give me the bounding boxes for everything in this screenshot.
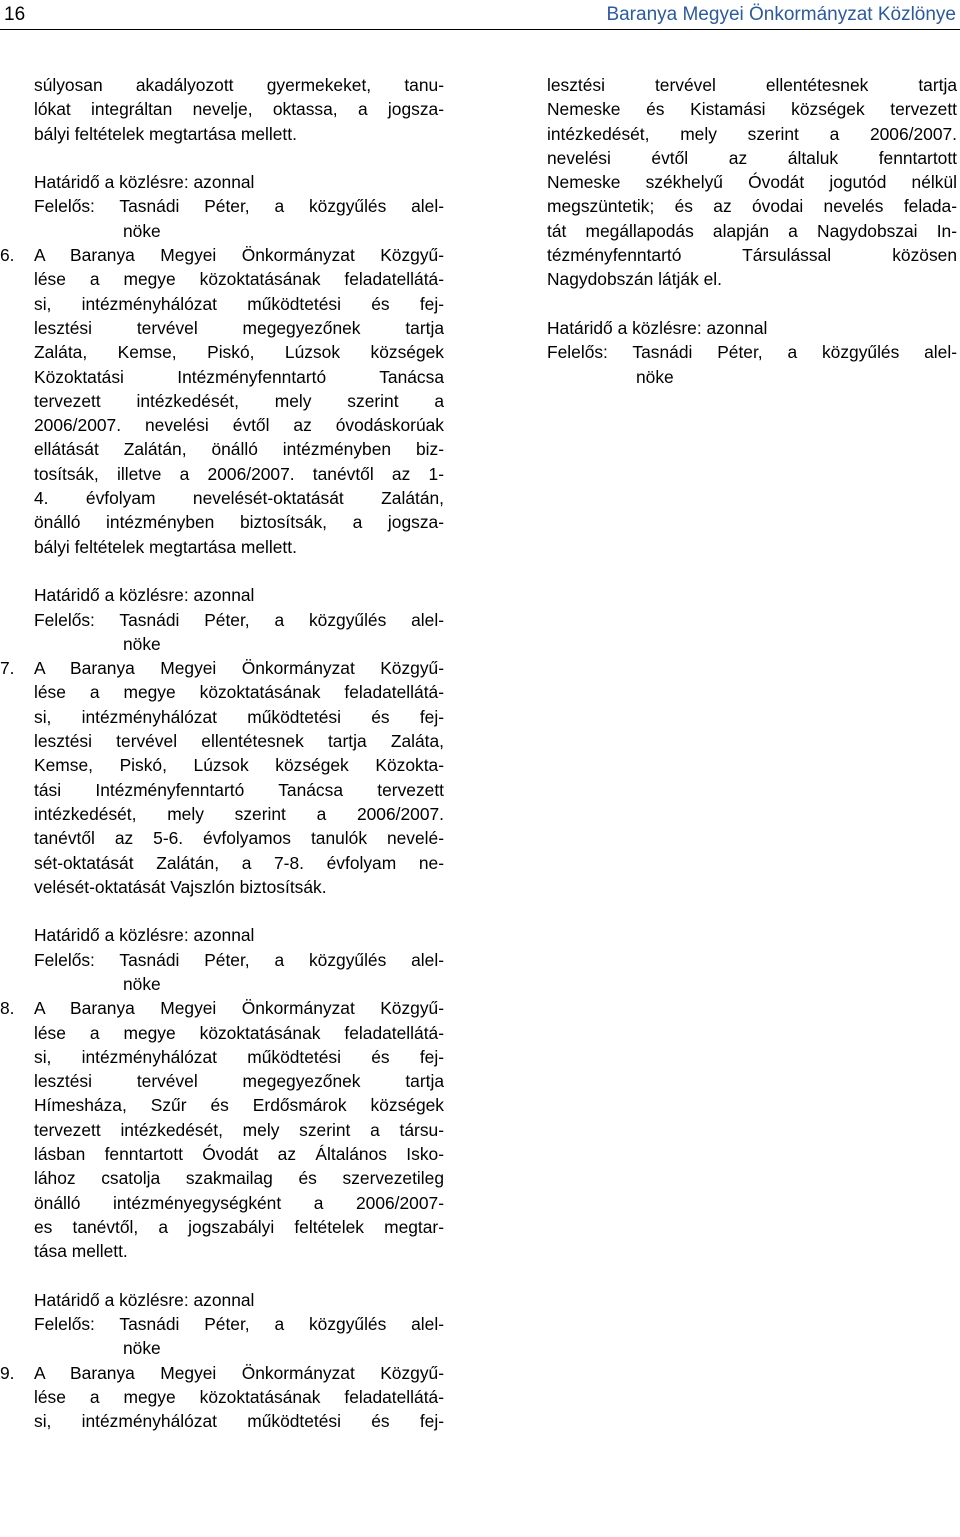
text-line: tanévtől az 5-6. évfolyamos tanulók nevelé- [34, 828, 444, 849]
text-line: A Baranya Megyei Önkormányzat Közgyű- [34, 998, 444, 1019]
text-line: sét-oktatását Zalátán, a 7-8. évfolyam ne- [34, 852, 444, 873]
responsible-line-cont: nöke [123, 973, 161, 994]
page-header [0, 0, 960, 30]
text-line: tervezett intézkedését, mely szerint a társu- [34, 1119, 444, 1140]
responsible-line: Felelős: Tasnádi Péter, a közgyűlés alel- [34, 949, 444, 970]
text-line: 2006/2007. nevelési évtől az óvodáskorúak [34, 415, 444, 436]
text-line: Hímesháza, Szűr és Erdősmárok községek [34, 1095, 444, 1116]
text-line: tát megállapodás alapján a Nagydobszai In- [547, 220, 957, 241]
text-line: intézkedését, mely szerint a 2006/2007. [547, 123, 957, 144]
item-number: 6. [0, 245, 15, 266]
continued-paragraph [547, 73, 957, 292]
text-line: Közoktatási Intézményfenntartó Tanácsa [34, 366, 444, 387]
text-line: bályi feltételek megtartása mellett. [34, 123, 297, 144]
responsible-line: Felelős: Tasnádi Péter, a közgyűlés alel- [34, 1314, 444, 1335]
text-line: intézkedését, mely szerint a 2006/2007. [34, 803, 444, 824]
text-line: ellátását Zalátán, önálló intézményben biz- [34, 439, 444, 460]
intro-paragraph [34, 73, 444, 146]
text-line: A Baranya Megyei Önkormányzat Közgyű- [34, 1362, 444, 1383]
text-line: tása mellett. [34, 1241, 128, 1262]
responsible-line: Felelős: Tasnádi Péter, a közgyűlés alel- [34, 609, 444, 630]
text-line: Kemse, Piskó, Lúzsok községek Közokta- [34, 755, 444, 776]
deadline-line: Határidő a közlésre: azonnal [34, 585, 255, 606]
left-column [0, 73, 444, 1434]
text-line: si, intézményhálózat működtetési és fej- [34, 1046, 444, 1067]
text-line: nevelési évtől az általuk fenntartott [547, 147, 957, 168]
text-line: si, intézményhálózat működtetési és fej- [34, 706, 444, 727]
page-number: 16 [4, 4, 26, 25]
item-number: 9. [0, 1362, 15, 1383]
text-line: A Baranya Megyei Önkormányzat Közgyű- [34, 658, 444, 679]
right-column [547, 73, 957, 389]
text-line: lesztési tervével megegyezőnek tartja [34, 317, 444, 338]
text-line: es tanévtől, a jogszabályi feltételek megtar- [34, 1216, 444, 1237]
text-line: 4. évfolyam nevelését-oktatását Zalátán, [34, 488, 444, 509]
text-line: lése a megye közoktatásának feladatellátá- [34, 682, 444, 703]
text-line: bályi feltételek megtartása mellett. [34, 536, 297, 557]
responsible-line-cont: nöke [123, 633, 161, 654]
deadline-line: Határidő a közlésre: azonnal [34, 172, 255, 193]
journal-title: Baranya Megyei Önkormányzat Közlönye [606, 4, 956, 25]
text-line: Nagydobszán látják el. [547, 269, 722, 290]
responsible-line-cont: nöke [123, 1338, 161, 1359]
responsible-line: Felelős: Tasnádi Péter, a közgyűlés alel- [547, 342, 957, 363]
text-line: A Baranya Megyei Önkormányzat Közgyű- [34, 245, 444, 266]
text-line: lése a megye közoktatásának feladatellátá- [34, 269, 444, 290]
item-number: 7. [0, 658, 15, 679]
text-line: lásban fenntartott Óvodát az Általános Isko- [34, 1144, 444, 1165]
resolution-item-8 [0, 996, 444, 1360]
text-line: Zaláta, Kemse, Piskó, Lúzsok községek [34, 342, 444, 363]
text-line: lesztési tervével ellentétesnek tartja Zaláta, [34, 731, 444, 752]
text-line: lése a megye közoktatásának feladatellátá- [34, 1387, 444, 1408]
responsible-line-cont: nöke [123, 220, 161, 241]
deadline-line: Határidő a közlésre: azonnal [34, 1289, 255, 1310]
text-line: tási Intézményfenntartó Tanácsa tervezett [34, 779, 444, 800]
text-line: tézményfenntartó Társulással közösen [547, 245, 957, 266]
text-line: Nemeske és Kistamási községek tervezett [547, 99, 957, 120]
resolution-item-9 [0, 1361, 444, 1434]
deadline-line: Határidő a közlésre: azonnal [34, 925, 255, 946]
text-line: lesztési tervével ellentétesnek tartja [547, 75, 957, 95]
text-line: tervezett intézkedését, mely szerint a [34, 390, 444, 411]
resolution-item-6 [0, 243, 444, 656]
item-number: 8. [0, 998, 15, 1019]
text-line: si, intézményhálózat működtetési és fej- [34, 293, 444, 314]
text-line: súlyosan akadályozott gyermekeket, tanu- [34, 75, 444, 95]
text-line: lókat integráltan nevelje, oktassa, a jogsza- [34, 99, 444, 120]
responsible-line-cont: nöke [636, 366, 674, 387]
text-line: tosítsák, illetve a 2006/2007. tanévtől az 1- [34, 463, 444, 484]
text-line: lához csatolja szakmailag és szervezetileg [34, 1168, 444, 1189]
text-line: önálló intézményegységként a 2006/2007- [34, 1192, 444, 1213]
text-line: Nemeske székhelyű Óvodát jogutód nélkül [547, 172, 957, 193]
responsible-line: Felelős: Tasnádi Péter, a közgyűlés alel- [34, 196, 444, 217]
text-line: megszüntetik; és az óvodai nevelés felada- [547, 196, 957, 217]
text-line: lése a megye közoktatásának feladatellátá- [34, 1022, 444, 1043]
deadline-line: Határidő a közlésre: azonnal [547, 317, 768, 338]
resolution-item-7 [0, 656, 444, 996]
text-line: si, intézményhálózat működtetési és fej- [34, 1411, 444, 1432]
text-line: lesztési tervével megegyezőnek tartja [34, 1071, 444, 1092]
text-line: önálló intézményben biztosítsák, a jogsza- [34, 512, 444, 533]
text-line: velését-oktatását Vajszlón biztosítsák. [34, 876, 327, 897]
